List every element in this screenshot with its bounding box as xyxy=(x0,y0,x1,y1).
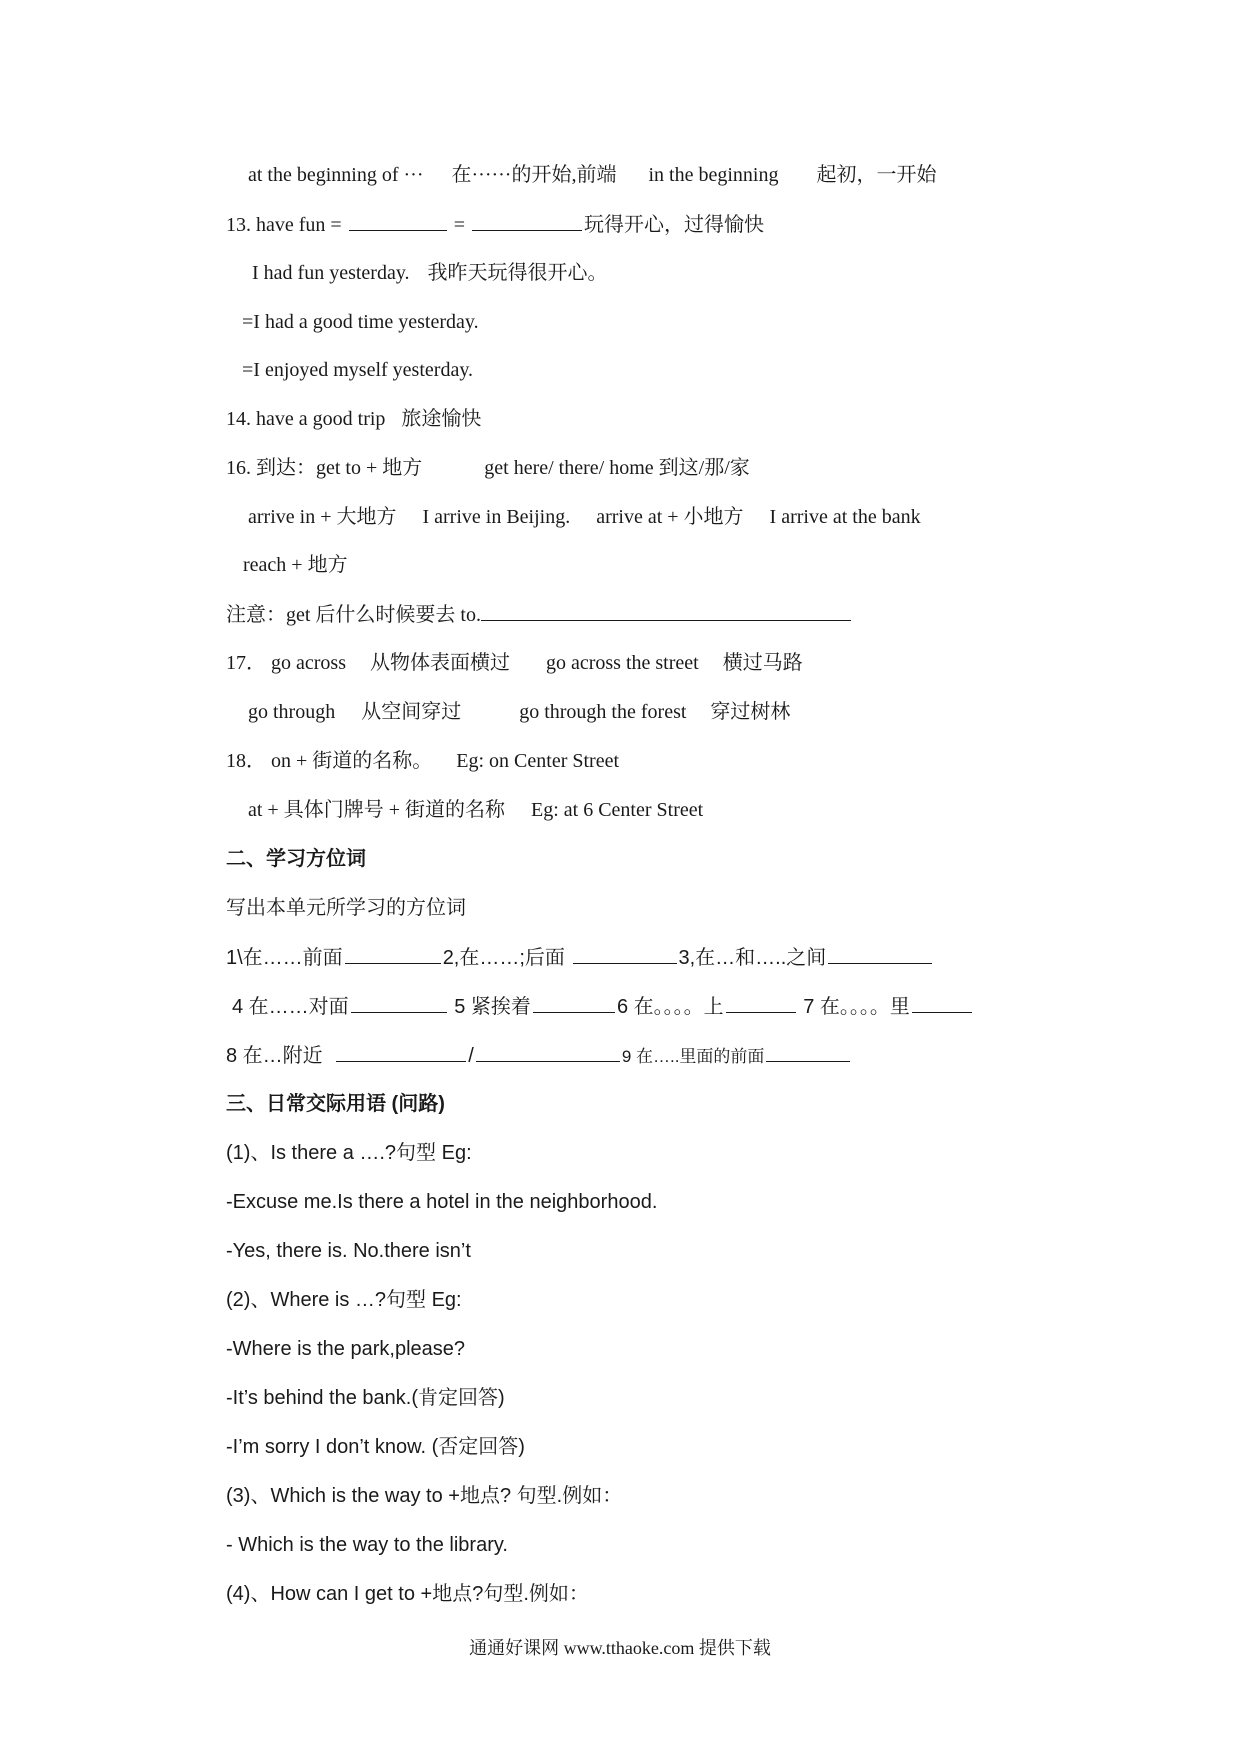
prepositions-row-2 xyxy=(232,994,974,1019)
phrase-in-the-beginning: in the beginning xyxy=(648,164,779,186)
dialogue-line: -Where is the park,please? xyxy=(226,1338,466,1360)
line-example-had-fun xyxy=(252,261,608,285)
line-on-street xyxy=(226,749,619,773)
prep-8-label: 8 在…附近 xyxy=(226,1045,323,1067)
at-number-example: Eg: at 6 Center Street xyxy=(531,799,704,821)
prep-7-blank[interactable] xyxy=(912,994,972,1013)
meaning-in-the-beginning: 起初，一开始 xyxy=(816,164,937,186)
example-had-fun-translation: 我昨天玩得很开心。 xyxy=(427,262,608,284)
item-16-get-here: get here/ there/ home 到这/那/家 xyxy=(484,457,750,479)
dialogue-pattern-2: (2)、Where is …?句型 Eg: xyxy=(226,1289,462,1311)
item-18-rule: 18． on + 街道的名称。 xyxy=(226,750,433,772)
section-2-heading: 二、学习方位词 xyxy=(226,848,366,870)
go-through-meaning: 从空间穿过 xyxy=(361,701,462,723)
go-through-phrase: go through xyxy=(248,701,336,723)
item-14-meaning: 旅途愉快 xyxy=(401,408,482,430)
arrive-in-rule: arrive in + 大地方 xyxy=(248,506,397,528)
prep-6-label: 6 在。。。。上 xyxy=(616,996,724,1018)
item-16-get-to: 16. 到达：get to + 地方 xyxy=(226,457,423,479)
dialogue-pattern-4: (4)、How can I get to +地点?句型.例如： xyxy=(226,1583,589,1605)
prepositions-row-1 xyxy=(226,945,934,970)
prep-3-label: 3,在…和…..之间 xyxy=(678,947,827,969)
line-good-time: =I had a good time yesterday. xyxy=(242,311,479,333)
line-go-across xyxy=(226,651,803,675)
prep-1-label: 1\在……前面 xyxy=(226,947,343,969)
item-17-meaning: 从物体表面横过 xyxy=(369,652,510,674)
note-get-text: 注意：get 后什么时候要去 to. xyxy=(226,604,481,626)
line-go-through xyxy=(248,700,790,724)
prep-4-blank[interactable] xyxy=(351,994,447,1013)
line-beginning xyxy=(248,163,936,187)
prep-3-blank[interactable] xyxy=(828,945,932,964)
prep-4-label: 4 在……对面 xyxy=(232,996,349,1018)
prep-5-blank[interactable] xyxy=(533,994,615,1013)
arrive-in-example: I arrive in Beijing. xyxy=(422,506,571,528)
prep-9-label: 9 在…..里面的前面 xyxy=(621,1047,765,1066)
go-through-example-meaning: 穿过树林 xyxy=(710,701,791,723)
arrive-at-example: I arrive at the bank xyxy=(769,506,921,528)
prep-5-label: 5 紧挨着 xyxy=(454,996,531,1018)
item-18-example: Eg: on Center Street xyxy=(456,750,620,772)
prep-2-blank[interactable] xyxy=(573,945,677,964)
dialogue-line: -Yes, there is. No.there isn’t xyxy=(226,1240,471,1262)
dialogue-line: -It’s behind the bank.(肯定回答) xyxy=(226,1387,505,1409)
dialogue-pattern-3: (3)、Which is the way to +地点? 句型.例如： xyxy=(226,1485,623,1507)
line-at-number-street xyxy=(248,798,703,822)
item-17-example: go across the street xyxy=(545,652,699,674)
line-good-trip xyxy=(226,407,481,431)
section-3-heading: 三、日常交际用语 (问路) xyxy=(226,1093,445,1115)
go-through-example: go through the forest xyxy=(519,701,687,723)
blank-have-fun-2[interactable] xyxy=(472,212,582,231)
line-note-get xyxy=(226,602,853,627)
item-14-phrase: 14. have a good trip xyxy=(226,408,386,430)
meaning-at-the-beginning: 在······的开始,前端 xyxy=(451,164,617,186)
line-reach: reach + 地方 xyxy=(243,554,348,576)
dialogue-line: - Which is the way to the library. xyxy=(226,1534,508,1556)
phrase-at-the-beginning: at the beginning of ··· xyxy=(248,164,424,186)
section-2-intro: 写出本单元所学习的方位词 xyxy=(226,897,466,919)
prep-7-label: 7 在。。。。里 xyxy=(803,996,910,1018)
line-arrive xyxy=(248,505,921,529)
blank-have-fun-1[interactable] xyxy=(349,212,447,231)
example-had-fun: I had fun yesterday. xyxy=(252,262,410,284)
dialogue-pattern-1: (1)、Is there a ….?句型 Eg: xyxy=(226,1142,472,1164)
equals-sign: = xyxy=(453,214,465,236)
meaning-have-fun: 玩得开心，过得愉快 xyxy=(583,214,764,236)
arrive-at-rule: arrive at + 小地方 xyxy=(596,506,744,528)
prepositions-row-3 xyxy=(226,1043,852,1069)
prep-1-blank[interactable] xyxy=(345,945,441,964)
prep-6-blank[interactable] xyxy=(726,994,796,1013)
prep-2-label: 2,在……;后面 xyxy=(442,947,565,969)
line-get-to xyxy=(226,456,750,480)
item-17-example-meaning: 横过马路 xyxy=(722,652,803,674)
line-enjoyed-myself: =I enjoyed myself yesterday. xyxy=(242,359,474,381)
prep-8-blank-a[interactable] xyxy=(336,1043,466,1062)
prep-8-slash: / xyxy=(468,1045,474,1067)
dialogue-line: -Excuse me.Is there a hotel in the neighborhood. xyxy=(226,1191,658,1213)
item-13-label: 13. have fun = xyxy=(226,214,342,236)
prep-9-blank[interactable] xyxy=(766,1043,850,1062)
blank-note-get[interactable] xyxy=(481,602,851,621)
item-17-phrase: 17． go across xyxy=(226,652,346,674)
line-have-fun xyxy=(226,212,764,237)
prep-8-blank-b[interactable] xyxy=(476,1043,620,1062)
at-number-rule: at + 具体门牌号 + 街道的名称 xyxy=(248,799,505,821)
dialogue-line: -I’m sorry I don’t know. (否定回答) xyxy=(226,1436,525,1458)
page-footer: 通通好课网 www.tthaoke.com 提供下载 xyxy=(469,1638,771,1658)
